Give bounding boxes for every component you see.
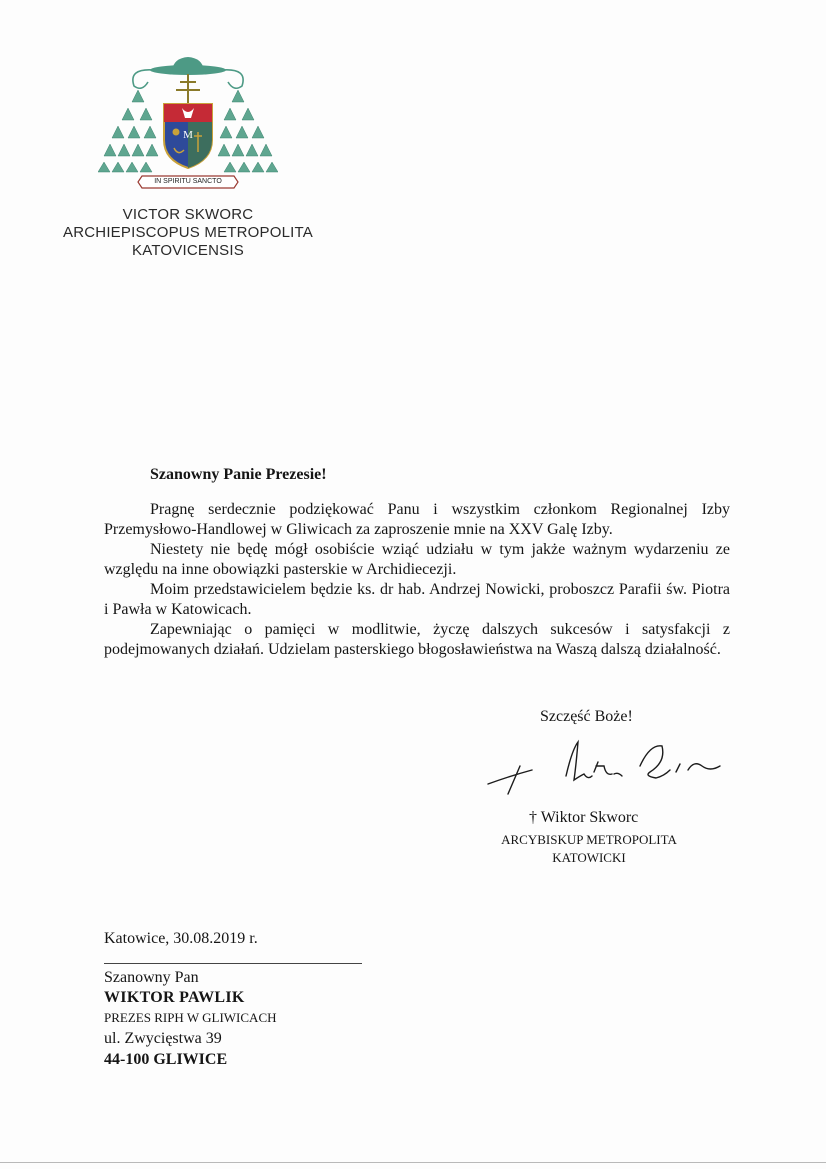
recipient-city: 44-100 GLIWICE	[104, 1051, 228, 1068]
letterhead-sender	[40, 206, 336, 260]
address-divider	[104, 963, 362, 964]
recipient-address	[104, 968, 277, 1070]
handwritten-signature	[480, 736, 730, 796]
signer-title-line: KATOWICKI	[552, 850, 626, 865]
recipient-street: ul. Zwycięstwa 39	[104, 1030, 222, 1047]
paragraph: Pragnę serdecznie podziękować Panu i wszystkim członkom Regionalnej Izby Przemysłowo-Handlowej w Gliwicach za zaproszenie mnie na XXV Galę Izby.	[104, 501, 730, 538]
paragraph: Niestety nie będę mógł osobiście wziąć udziału w tym jakże ważnym wydarzeniu ze względu na inne obowiązki pasterskie w Archidiecezji.	[104, 541, 730, 578]
paragraph: Moim przedstawicielem będzie ks. dr hab. Andrzej Nowicki, proboszcz Parafii św. Piotra i Pawła w Katowicach.	[104, 581, 730, 618]
dateline: Katowice, 30.08.2019 r.	[104, 930, 258, 947]
sender-name: VICTOR SKWORC	[122, 206, 254, 223]
signature-icon	[480, 736, 730, 796]
letter-body	[104, 500, 730, 660]
recipient-position: PREZES RIPH W GLIWICACH	[104, 1010, 277, 1025]
scan-edge-line	[0, 1162, 826, 1163]
greeting: Szanowny Panie Prezesie!	[150, 466, 327, 483]
paragraph: Zapewniając o pamięci w modlitwie, życzę dalszych sukcesów i satysfakcji z podejmowanych działań. Udzielam pasterskiego błogosławieństwa na Waszą dalszą działalność.	[104, 621, 730, 658]
archbishop-coat-of-arms	[98, 52, 278, 202]
recipient-salutation: Szanowny Pan	[104, 969, 199, 986]
sender-title: ARCHIEPISCOPUS METROPOLITA	[63, 224, 313, 241]
signer-title-line: ARCYBISKUP METROPOLITA	[501, 832, 677, 847]
signer-title	[486, 831, 692, 867]
sender-see: KATOVICENSIS	[132, 242, 244, 259]
svg-text:M: M	[183, 129, 193, 141]
motto-ribbon-text: IN SPIRITU SANCTO	[154, 178, 222, 185]
recipient-name: WIKTOR PAWLIK	[104, 989, 245, 1006]
signer-name: † Wiktor Skworc	[529, 809, 639, 826]
blessing: Szczęść Boże!	[540, 708, 633, 725]
